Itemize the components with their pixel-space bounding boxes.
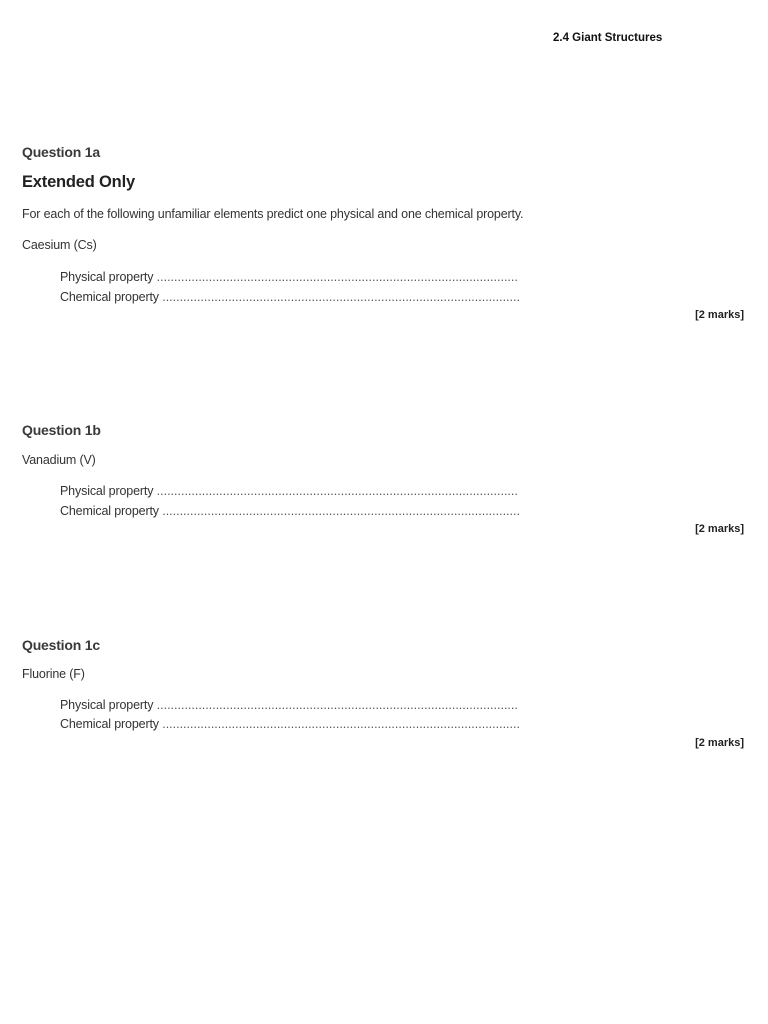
element-vanadium: Vanadium (V) [22,453,96,467]
extended-only-heading: Extended Only [22,173,135,191]
physical-property-label: Physical property [60,484,154,498]
question-1c-title: Question 1c [22,637,100,653]
question-instruction: For each of the following unfamiliar elements predict one physical and one chemical property. [22,207,524,221]
answer-dots: ....................................................................................................... [162,290,520,304]
marks-label: [2 marks] [695,309,744,321]
chemical-property-label: Chemical property [60,504,159,518]
chemical-property-label: Chemical property [60,290,159,304]
physical-property-line[interactable] [60,698,518,712]
page-header-title: 2.4 Giant Structures [553,32,663,44]
chemical-property-line[interactable] [60,290,520,304]
chemical-property-label: Chemical property [60,717,159,731]
marks-label: [2 marks] [695,523,744,535]
physical-property-label: Physical property [60,270,154,284]
element-fluorine: Fluorine (F) [22,667,85,681]
physical-property-line[interactable] [60,270,518,284]
marks-label: [2 marks] [695,737,744,749]
question-1b-title: Question 1b [22,422,101,438]
chemical-property-line[interactable] [60,717,520,731]
answer-dots: ........................................................................................................ [156,270,518,284]
question-1a-title: Question 1a [22,144,100,160]
answer-dots: ....................................................................................................... [162,717,520,731]
element-caesium: Caesium (Cs) [22,238,97,252]
answer-dots: ........................................................................................................ [156,698,518,712]
answer-dots: ........................................................................................................ [156,484,518,498]
physical-property-line[interactable] [60,484,518,498]
chemical-property-line[interactable] [60,504,520,518]
answer-dots: ....................................................................................................... [162,504,520,518]
physical-property-label: Physical property [60,698,154,712]
